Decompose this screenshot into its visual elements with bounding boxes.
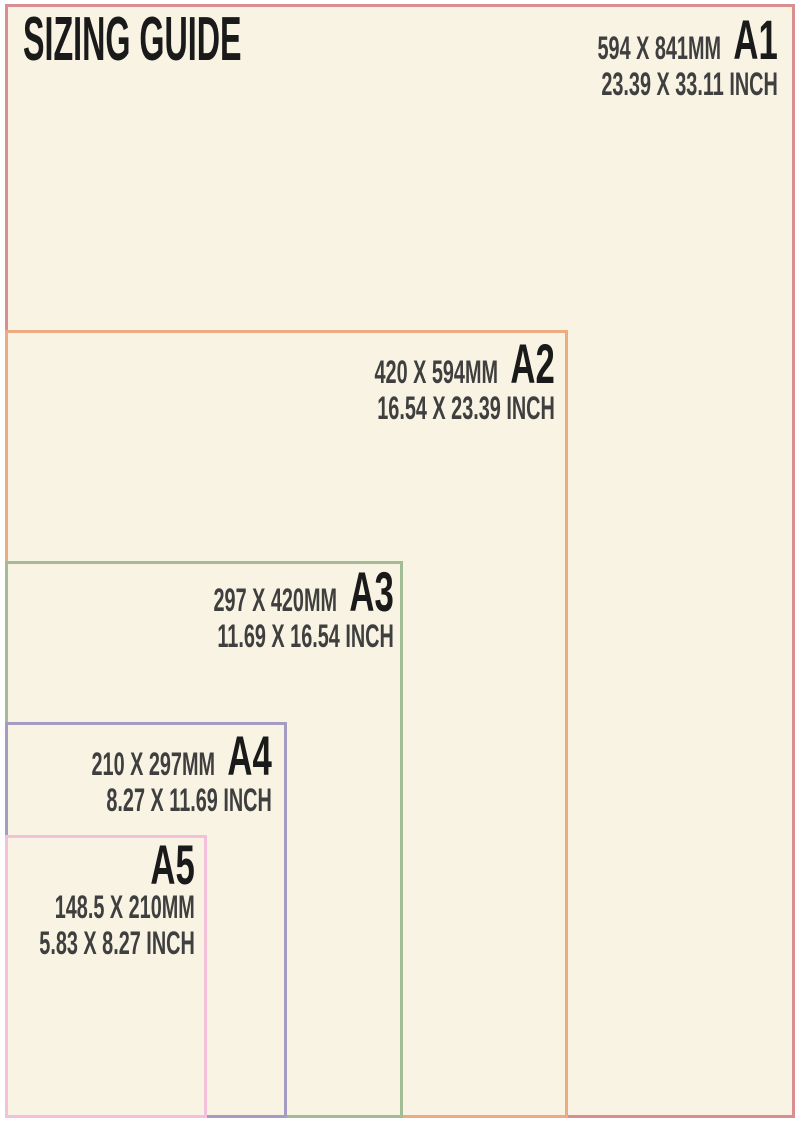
size-a3-inch: 11.69 X 16.54 INCH [217,618,394,654]
size-a4-mm: 210 X 297MM [91,746,216,782]
size-label-a4-row [91,724,272,787]
size-a2-code: A2 [510,332,555,395]
size-a3-code: A3 [349,560,394,623]
size-a1-code: A1 [733,8,778,71]
size-a5-mm: 148.5 X 210MM [54,889,195,925]
page-title: SIZING GUIDE [23,5,242,74]
size-a4-code: A4 [227,724,272,787]
size-a3-mm: 297 X 420MM [213,582,338,618]
size-label-a4 [91,724,272,818]
size-a4-inch: 8.27 X 11.69 INCH [106,782,272,818]
size-a5-inch: 5.83 X 8.27 INCH [39,925,195,961]
size-label-a2 [374,332,555,426]
size-label-a3 [213,560,394,654]
size-label-a1 [597,8,778,102]
size-label-a3-row [213,560,394,623]
size-a2-mm: 420 X 594MM [374,354,499,390]
size-a1-mm: 594 X 841MM [597,30,722,66]
size-a2-inch: 16.54 X 23.39 INCH [377,390,555,426]
size-label-a2-row [374,332,555,395]
size-label-a1-row [597,8,778,71]
size-a1-inch: 23.39 X 33.11 INCH [601,66,778,102]
size-label-a5 [39,833,195,961]
size-a5-code: A5 [150,833,195,896]
